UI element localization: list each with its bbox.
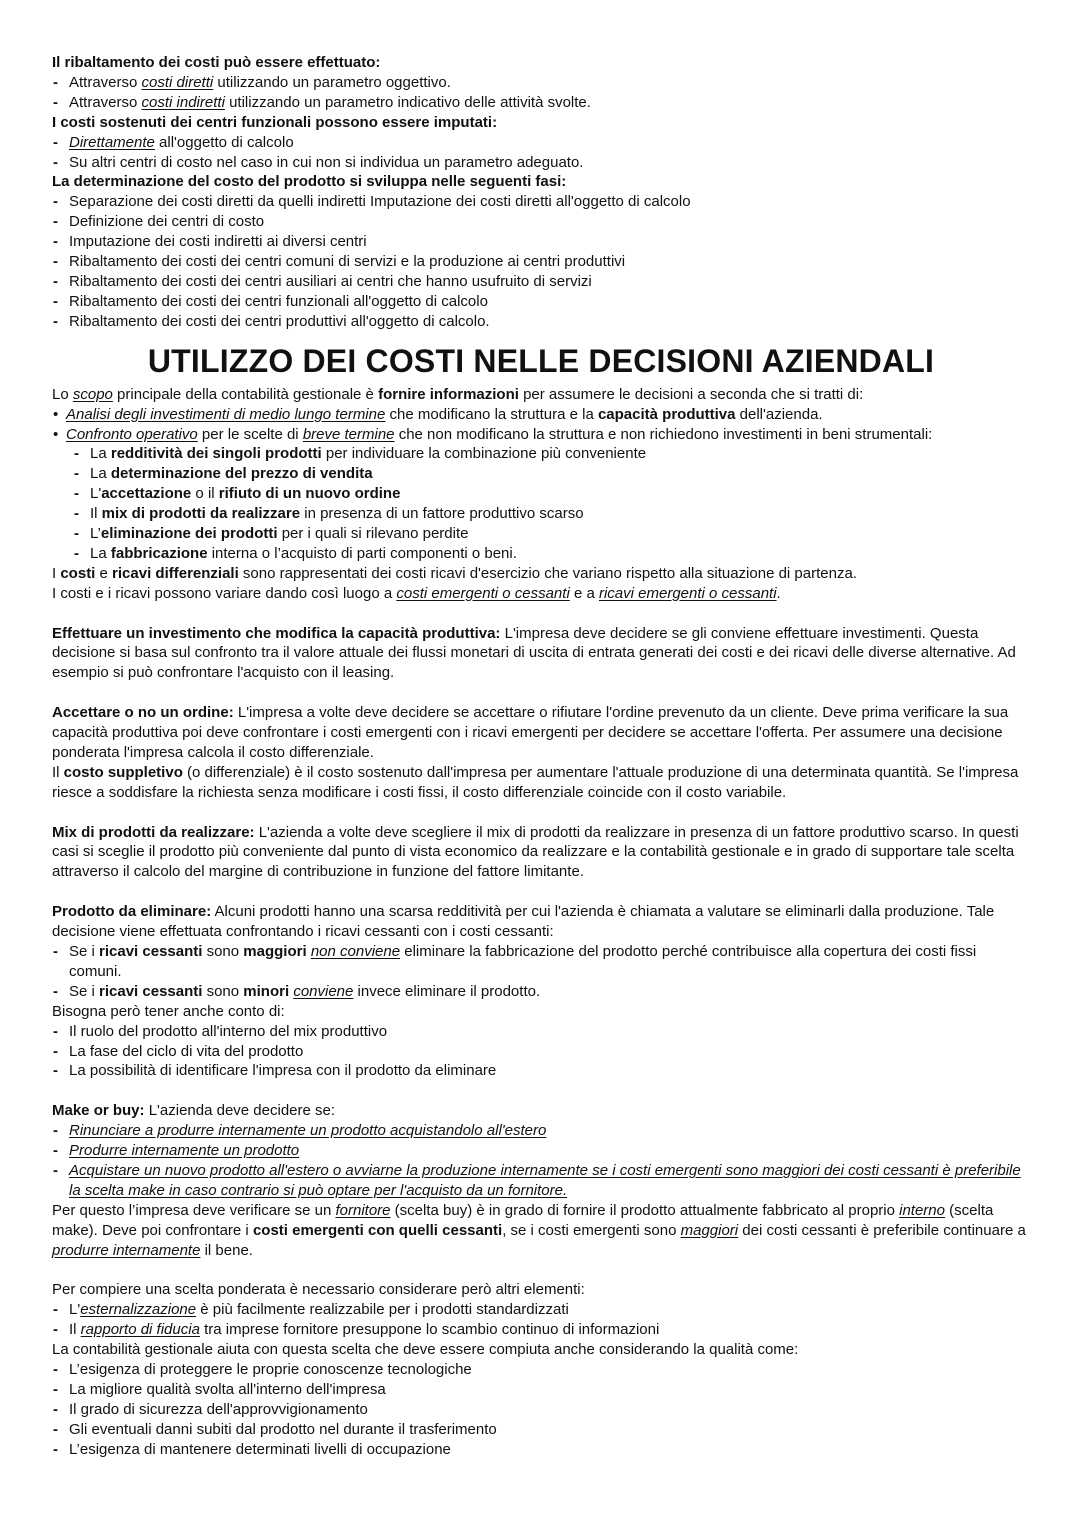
list-item: - La migliore qualità svolta all'interno dell'impresa — [52, 1380, 1030, 1400]
list-item: - Il rapporto di fiducia tra imprese fornitore presuppone lo scambio continuo di informazioni — [52, 1320, 1030, 1340]
mix-paragraph: Mix di prodotti da realizzare: L'azienda a volte deve scegliere il mix di prodotti da realizzare in presenza di un fattore produttivo scarso. In questi casi si sceglie il prodotto più conveniente dal punto di vista economico da realizzare e la contabilità gestionale e in grado di supportare tale scelta attraverso il calcolo del margine di contribuzione in funzione del fattore limitante. — [52, 823, 1019, 881]
fase-item: - Ribaltamento dei costi dei centri ausiliari ai centri che hanno usufruito di servizi — [52, 272, 1030, 292]
list-item: - L’esigenza di proteggere le proprie conoscenze tecnologiche — [52, 1360, 1030, 1380]
list-item: - La fase del ciclo di vita del prodotto — [52, 1042, 1030, 1062]
spacer — [52, 604, 1030, 624]
sub-list-item: - La determinazione del prezzo di vendita — [52, 464, 1030, 484]
list-item: - Attraverso costi diretti utilizzando un parametro oggettivo. — [52, 73, 1030, 93]
list-item: - Il ruolo del prodotto all'interno del mix produttivo — [52, 1022, 1030, 1042]
fase-item: - Definizione dei centri di costo — [52, 212, 1030, 232]
list-item: - La possibilità di identificare l'impresa con il prodotto da eliminare — [52, 1061, 1030, 1081]
list-item: - L’esigenza di mantenere determinati livelli di occupazione — [52, 1440, 1030, 1460]
fasi-heading: La determinazione del costo del prodotto si sviluppa nelle seguenti fasi: — [52, 173, 567, 191]
list-item: - L'esternalizzazione è più facilmente realizzabile per i prodotti standardizzati — [52, 1300, 1030, 1320]
fase-item: - Separazione dei costi diretti da quelli indiretti Imputazione dei costi diretti all'oggetto di calcolo — [52, 192, 1030, 212]
ordine-paragraph: Accettare o no un ordine: L'impresa a volte deve decidere se accettare o rifiutare l'ordine prevenuto da un cliente. Deve prima verificare la sua capacità produttiva poi deve confrontare i costi emergenti con i ricavi emergenti per decidere se accettare l'offerta. Per assumere una decisione ponderata l'impresa calcola il costo differenziale. — [52, 704, 1009, 761]
list-item: - Acquistare un nuovo prodotto all'estero o avviarne la produzione internamente se i costi emergenti sono maggiori dei costi cessanti è preferibile la scelta make in caso contrario si può optare per l'acquisto da un fornitore. — [52, 1161, 1030, 1201]
list-item: - Se i ricavi cessanti sono minori conviene invece eliminare il prodotto. — [52, 982, 1030, 1002]
list-item: - Rinunciare a produrre internamente un prodotto acquistandolo all'estero — [52, 1121, 1030, 1141]
fase-item: - Ribaltamento dei costi dei centri produttivi all'oggetto di calcolo. — [52, 312, 1030, 332]
list-item: - Attraverso costi indiretti utilizzando un parametro indicativo delle attività svolte. — [52, 93, 1030, 113]
investimento-paragraph: Effettuare un investimento che modifica la capacità produttiva: L'impresa deve decidere se gli conviene effettuare investimenti. Questa decisione si basa sul confronto tra il valore attuale dei flussi monetari di uscita di entrata generati dei costi e dei ricavi delle diverse alternative. Ad esempio si può confrontare l'acquisto con il leasing. — [52, 624, 1016, 682]
eliminare-paragraph: Prodotto da eliminare: Alcuni prodotti hanno una scarsa redditività per cui l'azienda è chiamata a valutare se eliminarli dalla produzione. Tale decisione viene effettuata confrontando i ricavi cessanti con i costi cessanti: — [52, 903, 995, 941]
sub-list-item: - Il mix di prodotti da realizzare in presenza di un fattore produttivo scarso — [52, 504, 1030, 524]
list-item: - Se i ricavi cessanti sono maggiori non conviene eliminare la fabbricazione del prodotto perché contribuisce alla copertura dei costi fissi comuni. — [52, 942, 1030, 982]
spacer — [52, 683, 1030, 703]
spacer — [52, 1081, 1030, 1101]
sub-list-item: - L’eliminazione dei prodotti per i quali si rilevano perdite — [52, 524, 1030, 544]
list-item: - Produrre internamente un prodotto — [52, 1141, 1030, 1161]
conto-line: Bisogna però tener anche conto di: — [52, 1002, 285, 1020]
list-item: - Gli eventuali danni subiti dal prodotto nel durante il trasferimento — [52, 1420, 1030, 1440]
costo-suppletivo-paragraph: Il costo suppletivo (o differenziale) è il costo sostenuto dall'impresa per aumentare l'attuale produzione di una determinata quantità. Se l'impresa riesce a soddisfare la richiesta senza modificare i costi fissi, il costo differenziale coincide con il costo variabile. — [52, 763, 1019, 801]
qualita-line: La contabilità gestionale aiuta con questa scelta che deve essere compiuta anche considerando la qualità come: — [52, 1341, 799, 1359]
spacer — [52, 803, 1030, 823]
fase-item: - Imputazione dei costi indiretti ai diversi centri — [52, 232, 1030, 252]
fase-item: - Ribaltamento dei costi dei centri funzionali all'oggetto di calcolo — [52, 292, 1030, 312]
variazione-paragraph: I costi e i ricavi possono variare dando così luogo a costi emergenti o cessanti e a ricavi emergenti o cessanti. — [52, 584, 781, 602]
make-or-buy-paragraph: Make or buy: L'azienda deve decidere se: — [52, 1102, 336, 1120]
fornitore-paragraph: Per questo l’impresa deve verificare se un fornitore (scelta buy) è in grado di fornire il prodotto attualmente fabbricato al proprio interno (scelta make). Deve poi confrontare i costi emergenti con quelli cessanti, se i costi emergenti sono maggiori dei costi cessanti è preferibile continuare a produrre internamente il bene. — [52, 1201, 1026, 1259]
scelta-heading: Per compiere una scelta ponderata è necessario considerare però altri elementi: — [52, 1281, 585, 1299]
section-title: UTILIZZO DEI COSTI NELLE DECISIONI AZIENDALI — [147, 342, 935, 379]
differenziali-paragraph: I costi e ricavi differenziali sono rappresentati dei costi ricavi d'esercizio che variano rispetto alla situazione di partenza. — [52, 564, 857, 582]
fase-item: - Ribaltamento dei costi dei centri comuni di servizi e la produzione ai centri produttivi — [52, 252, 1030, 272]
spacer — [52, 882, 1030, 902]
scopo-paragraph: Lo scopo principale della contabilità gestionale è fornire informazioni per assumere le decisioni a seconda che si tratti di: — [52, 385, 864, 403]
list-item: - Il grado di sicurezza dell'approvvigionamento — [52, 1400, 1030, 1420]
funzionali-heading: I costi sostenuti dei centri funzionali possono essere imputati: — [52, 113, 498, 131]
list-item: - Direttamente all'oggetto di calcolo — [52, 133, 1030, 153]
list-item: • Analisi degli investimenti di medio lungo termine che modificano la struttura e la capacità produttiva dell'azienda. — [52, 405, 1030, 425]
list-item: • Confronto operativo per le scelte di breve termine che non modificano la struttura e non richiedono investimenti in beni strumentali: — [52, 425, 1030, 445]
ribaltamento-heading: Il ribaltamento dei costi può essere effettuato: — [52, 54, 381, 71]
sub-list-item: - La redditività dei singoli prodotti per individuare la combinazione più conveniente — [52, 444, 1030, 464]
spacer — [52, 1260, 1030, 1280]
sub-list-item: - La fabbricazione interna o l’acquisto di parti componenti o beni. — [52, 544, 1030, 564]
sub-list-item: - L'accettazione o il rifiuto di un nuovo ordine — [52, 484, 1030, 504]
list-item: - Su altri centri di costo nel caso in cui non si individua un parametro adeguato. — [52, 153, 1030, 173]
